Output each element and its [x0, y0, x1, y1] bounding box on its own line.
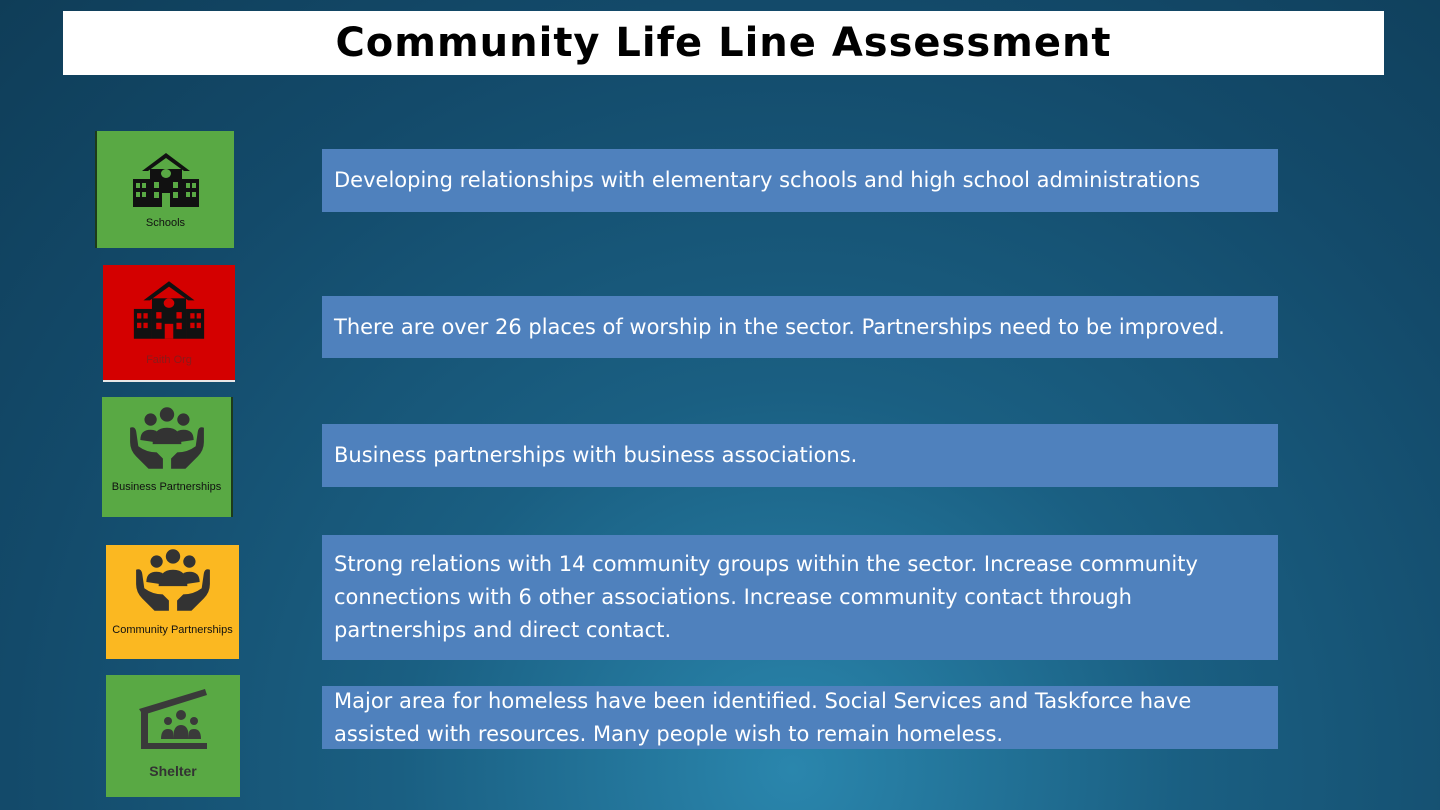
school-icon	[97, 149, 234, 211]
tile-label-business-partnerships: Business Partnerships	[111, 481, 222, 493]
tile-label-community-partnerships: Community Partnerships	[112, 624, 233, 636]
shelter-text: Major area for homeless have been identified. Social Services and Taskforce have assisted with resources. Many people wish to remain homeless.	[334, 688, 1192, 746]
community-text-box	[322, 535, 1278, 660]
business-text: Business partnerships with business associations.	[334, 443, 858, 467]
faith-org-text-box	[322, 296, 1278, 358]
shelter-text-box	[322, 686, 1278, 749]
school-icon	[103, 277, 235, 343]
tile-label-schools: Schools	[145, 217, 186, 229]
tile-label-shelter: Shelter	[149, 763, 197, 779]
title-bar	[63, 11, 1384, 75]
slide-title: Community Life Line Assessment	[335, 20, 1112, 66]
tile-label-faith-org: Faith Org	[146, 354, 192, 366]
shelter-tile	[106, 675, 240, 797]
schools-text-box	[322, 149, 1278, 212]
business-partnerships-tile	[102, 397, 233, 517]
schools-tile	[95, 131, 234, 248]
schools-text: Developing relationships with elementary schools and high school administrations	[334, 168, 1201, 192]
community-partnerships-tile	[106, 545, 239, 659]
shelter-icon	[106, 687, 240, 751]
community-hands-icon	[106, 547, 239, 613]
business-text-box	[322, 424, 1278, 487]
faith-org-text: There are over 26 places of worship in the sector. Partnerships need to be improved.	[334, 314, 1225, 339]
community-text: Strong relations with 14 community groups within the sector. Increase community connections with 6 other associations. Increase community contact through partnerships and direct contact.	[334, 552, 1198, 642]
faith-org-tile	[103, 265, 235, 382]
community-hands-icon	[102, 405, 231, 471]
